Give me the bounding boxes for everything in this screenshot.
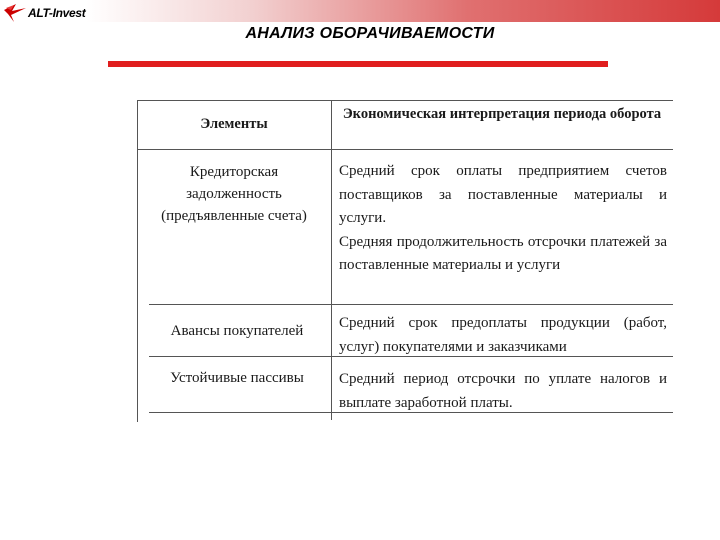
logo bbox=[2, 2, 97, 24]
page-title: АНАЛИЗ ОБОРАЧИВАЕМОСТИ bbox=[245, 25, 495, 42]
alt-invest-logo-icon bbox=[2, 2, 28, 24]
logo-text: ALT-Invest bbox=[28, 6, 86, 20]
table-rule-middle bbox=[331, 100, 332, 420]
column-header-elements: Элементы bbox=[200, 116, 268, 132]
row-1-element: Кредиторская задолженность (предъявленные счета) bbox=[161, 164, 307, 224]
row-3-interpretation bbox=[339, 368, 667, 415]
row-3-element: Устойчивые пассивы bbox=[170, 370, 304, 386]
table-rule-left bbox=[137, 100, 138, 422]
turnover-table bbox=[137, 100, 673, 422]
column-header-interpretation: Экономическая интерпретация периода оборота bbox=[342, 106, 662, 122]
table-rule-top bbox=[137, 100, 673, 101]
row-1-interpretation-line-2: Средняя продолжительность отсрочки платежей за поставленные материалы и услуги bbox=[339, 233, 667, 273]
row-1-interpretation-line-1: Средний срок оплаты предприятием счетов поставщиков за поставленные материалы и услуги. bbox=[339, 163, 667, 226]
title-underline bbox=[108, 61, 608, 67]
header-gradient-bar bbox=[0, 0, 720, 22]
table-rule-row1 bbox=[149, 304, 673, 305]
row-1-interpretation bbox=[339, 160, 667, 278]
table-rule-header bbox=[137, 149, 673, 150]
row-3-interpretation-line-1: Средний период отсрочки по уплате налогов и выплате заработной платы. bbox=[339, 371, 667, 411]
row-2-element: Авансы покупателей bbox=[170, 323, 304, 339]
row-2-interpretation bbox=[339, 312, 667, 359]
row-2-interpretation-line-1: Средний срок предоплаты продукции (работ, услуг) покупателями и заказчиками bbox=[339, 315, 667, 355]
